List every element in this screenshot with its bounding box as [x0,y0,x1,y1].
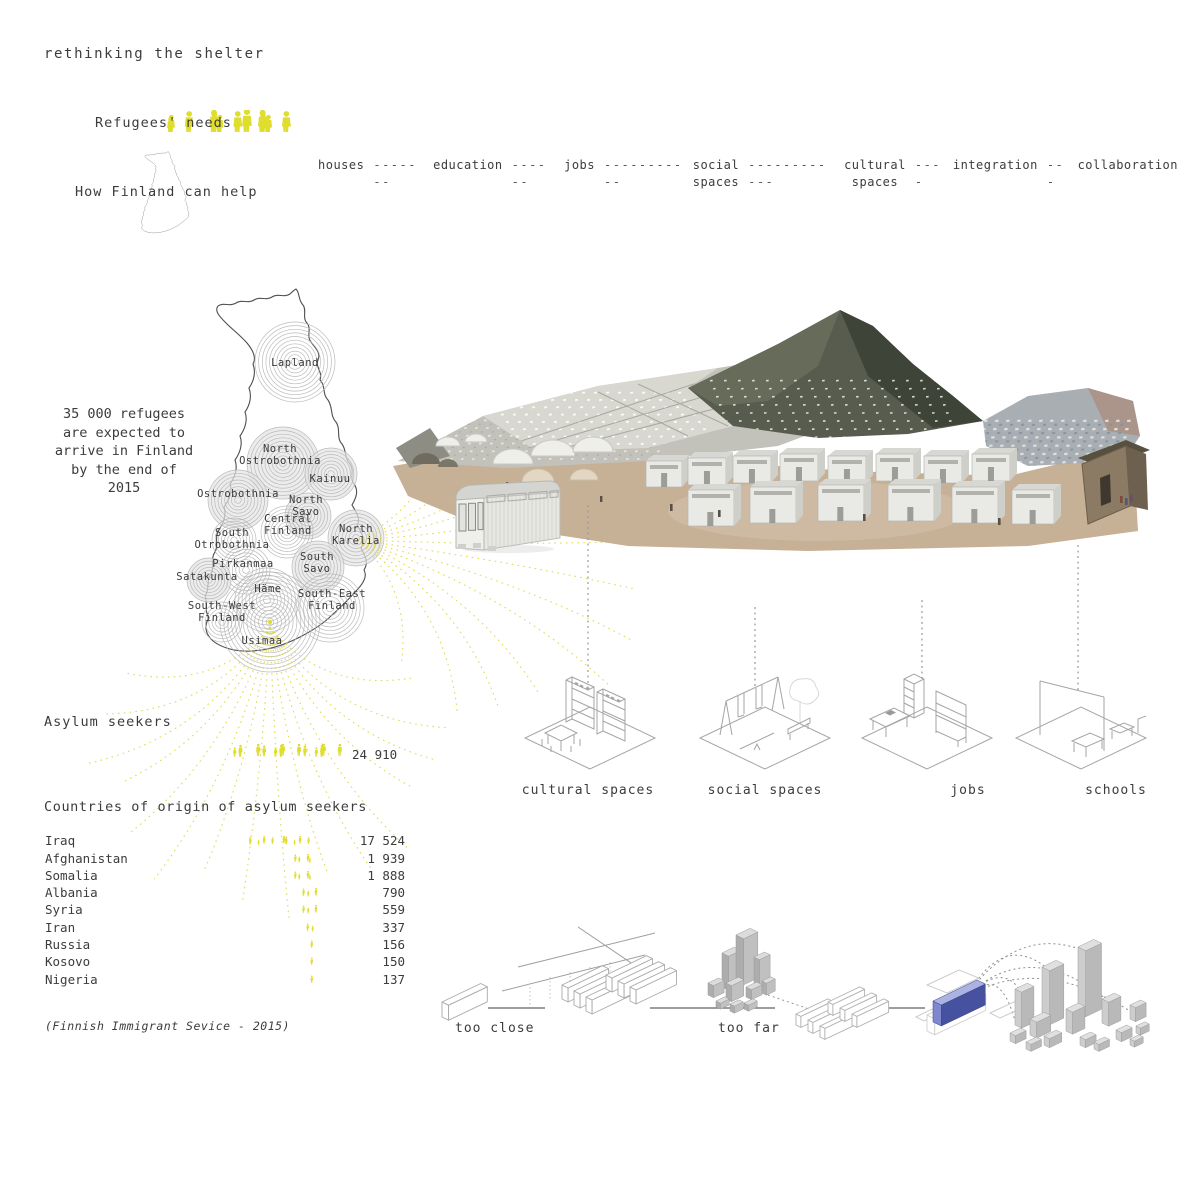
source-note: (Finnish Immigrant Sevice - 2015) [45,1019,290,1033]
svg-text:Ostrobothnia: Ostrobothnia [197,488,279,500]
need-connector-dashes: ------- [373,158,417,189]
need-item-jobs: jobs [564,158,596,172]
scale-diagrams [430,925,1170,1065]
svg-text:Karelia: Karelia [332,535,380,547]
svg-text:Otrobothnia: Otrobothnia [194,539,270,551]
country-value: 17 524 [359,833,405,849]
need-connector-dashes: ------ [511,158,547,189]
social-spaces-label: social spaces [707,783,823,798]
pictogram-row-svg [215,836,317,848]
svg-text:Satakunta: Satakunta [176,571,238,583]
jobs-icon [852,657,1002,779]
country-name: Syria [45,902,83,918]
country-pictograms [195,888,341,900]
pictogram-row-svg [281,871,317,883]
need-item-collaboration: collaboration [1077,158,1178,172]
country-value: 156 [382,937,405,953]
country-name: Russia [45,937,91,953]
svg-text:Finland: Finland [308,600,356,612]
country-row-nigeria [45,969,405,986]
asylum-pictogram-row [168,744,344,763]
country-name: Afghanistan [45,850,128,866]
country-pictograms [195,957,341,969]
pictogram-row-svg [299,923,317,935]
country-row-kosovo [45,952,405,969]
country-pictograms [195,940,341,952]
pictogram-row-svg [305,957,317,969]
how-finland-heading: How Finland can help [75,184,258,200]
need-item-houses: houses [318,158,365,172]
svg-text:North: North [288,494,324,506]
svg-text:Usimaa: Usimaa [241,635,283,647]
pictogram-row-svg [305,940,317,952]
country-name: Iraq [45,833,76,849]
svg-text:Central: Central [264,513,312,525]
jobs-label: jobs [950,783,986,798]
need-item-education: education [433,158,503,172]
svg-text:Savo: Savo [303,563,331,575]
cultural-spaces-icon [515,657,665,779]
country-pictograms [195,836,341,848]
svg-text:Pirkanmaa: Pirkanmaa [212,558,274,570]
country-row-afghanistan [45,848,405,865]
country-value: 790 [382,885,405,901]
pictogram-row-svg [168,744,344,759]
expected-refugees-note: 35 000 refugees are expected to arrive in Finland by the end of 2015 [54,406,194,496]
svg-text:North: North [338,523,374,535]
pictogram-row-svg [293,905,317,917]
svg-text:North: North [262,443,298,455]
countries-heading: Countries of origin of asylum seekers [44,799,367,815]
svg-text:Ostrobothnia: Ostrobothnia [239,455,321,467]
need-connector-dashes: ------------ [748,158,827,189]
needs-list [318,157,1178,191]
asylum-total-value: 24 910 [352,747,398,762]
svg-text:Finland: Finland [264,525,312,537]
country-name: Iran [45,919,76,935]
need-item-social-spaces: social spaces [692,158,740,189]
poster-title: rethinking the shelter [44,46,265,62]
svg-text:Lapland: Lapland [271,357,319,369]
svg-text:Savo: Savo [292,506,320,518]
country-name: Somalia [45,867,98,883]
country-row-iran [45,917,405,934]
svg-text:Häme: Häme [254,583,282,595]
country-pictograms [195,975,341,987]
too-close-label: too close [455,1021,535,1036]
pictogram-row-svg [305,975,317,987]
svg-text:South-West: South-West [187,600,257,612]
countries-table [45,831,405,987]
need-connector-dashes: ----------- [604,158,683,189]
svg-text:South: South [299,551,335,563]
pictogram-row-svg [293,888,317,900]
country-row-albania [45,883,405,900]
country-name: Nigeria [45,971,98,987]
need-item-cultural-spaces: cultural spaces [844,158,906,189]
svg-text:South-East: South-East [297,588,367,600]
need-item-integration: integration [952,158,1038,172]
country-pictograms [195,923,341,935]
country-value: 337 [382,919,405,935]
country-name: Kosovo [45,954,91,970]
too-far-label: too far [718,1021,780,1036]
need-connector-dashes: --- [1046,158,1065,189]
refugees-needs-heading: Refugees' needs [95,115,232,131]
svg-text:South: South [214,527,250,539]
cultural-spaces-label: cultural spaces [521,783,655,798]
country-row-iraq [45,831,405,848]
asylum-seekers-heading: Asylum seekers [44,714,172,730]
country-value: 150 [382,954,405,970]
country-row-syria [45,900,405,917]
country-value: 137 [382,971,405,987]
pictogram-row-svg [281,854,317,866]
country-row-russia [45,935,405,952]
social-spaces-icon [690,657,840,779]
country-value: 1 888 [367,867,405,883]
country-pictograms [195,905,341,917]
schools-icon [1006,657,1156,779]
svg-text:Kainuu: Kainuu [309,473,351,485]
svg-text:Finland: Finland [198,612,246,624]
country-pictograms [195,871,341,883]
country-pictograms [195,854,341,866]
country-name: Albania [45,885,98,901]
country-value: 1 939 [367,850,405,866]
country-row-somalia [45,866,405,883]
country-value: 559 [382,902,405,918]
schools-label: schools [1085,783,1147,798]
need-connector-dashes: ---- [914,158,942,189]
